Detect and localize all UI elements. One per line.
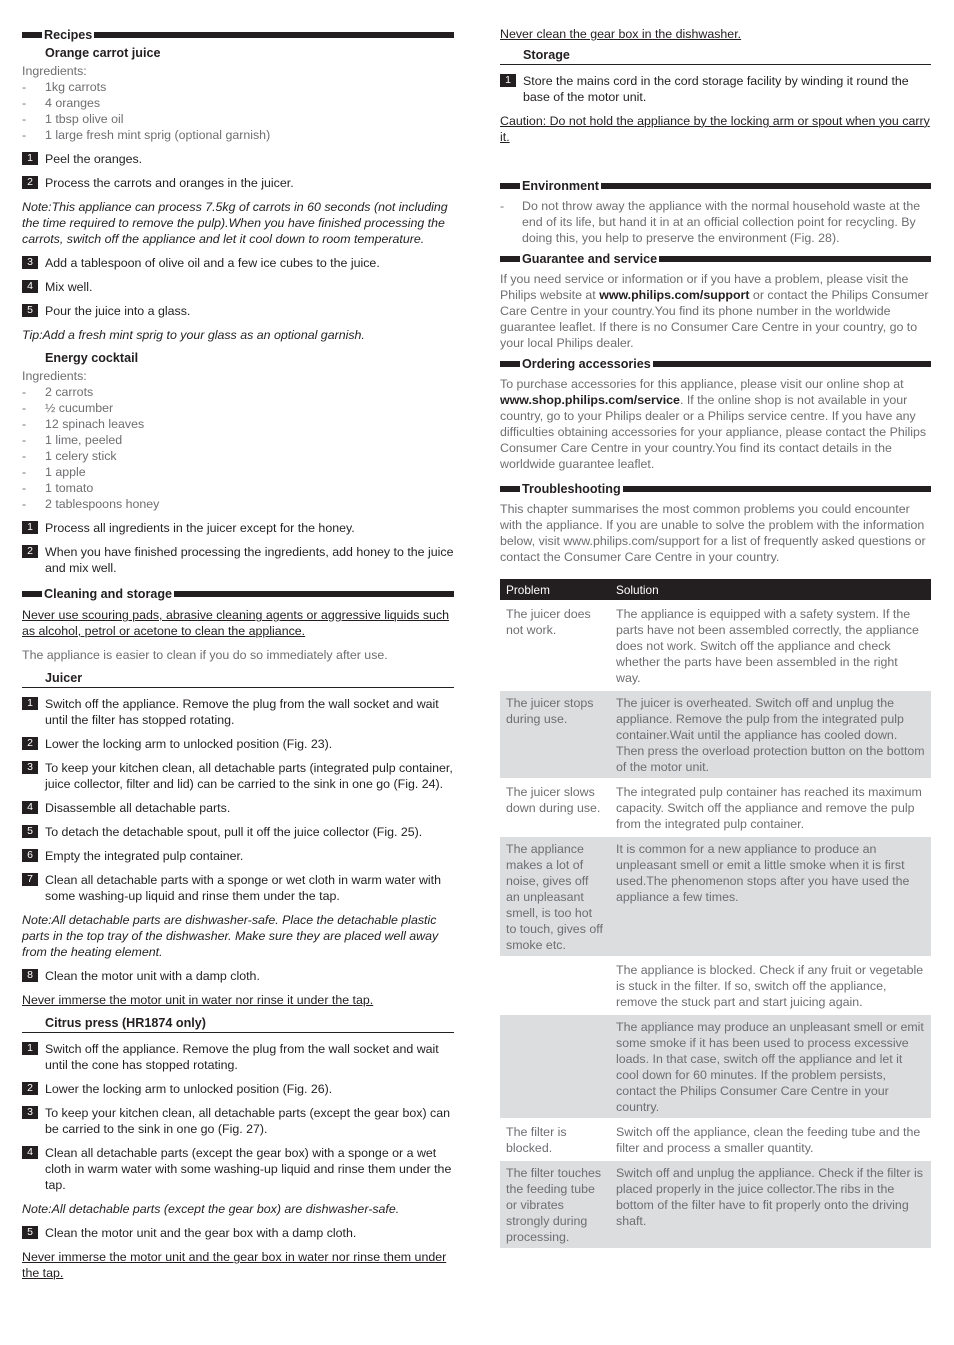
right-column <box>500 26 931 1248</box>
note: Note:All detachable parts (except the gear box) are dishwasher-safe. <box>22 1202 400 1216</box>
step-list <box>22 968 454 984</box>
ingredient-item: - 2 carrots <box>22 385 94 399</box>
step-item <box>500 73 931 105</box>
step-item <box>22 303 454 319</box>
step-number: 2 <box>22 545 38 558</box>
solution-cell: It is common for a new appliance to produce an unpleasant smell or emit a little smoke when it is first used.The phenomenon stops after you have used the appliance a few times. <box>610 836 931 957</box>
step-text: Switch off the appliance. Remove the plug from the wall socket and wait until the cone has stopped rotating. <box>45 1042 439 1072</box>
problem-cell: The filter touches the feeding tube or vibrates strongly during processing. <box>500 1160 610 1248</box>
section-guarantee <box>500 250 931 268</box>
step-text: Disassemble all detachable parts. <box>45 801 231 815</box>
ingredient-item: - 1 large fresh mint sprig (optional garnish) <box>22 128 271 142</box>
solution-cell: The integrated pulp container has reached its maximum capacity. Switch off the appliance and remove the pulp from the integrated pulp container. <box>610 779 931 836</box>
ingredient-text: 12 spinach leaves <box>45 417 145 431</box>
subsection-title: Citrus press (HR1874 only) <box>22 1014 454 1033</box>
step-list <box>22 696 454 904</box>
section-title: Guarantee and service <box>522 252 658 266</box>
section-title: Recipes <box>44 28 93 42</box>
solution-cell: The appliance is blocked. Check if any fruit or vegetable is stuck in the filter. If so, switch off the appliance, remove the stuck part and start juicing again. <box>610 957 931 1014</box>
subsection-title: Juicer <box>22 669 454 688</box>
step-number: 2 <box>22 176 38 189</box>
warning <box>500 26 931 42</box>
bullet-text: Do not throw away the appliance with the normal household waste at the end of its life, but hand it in at an official collection point for recycling. By doing this, you help to preserve the environment (Fig. 28). <box>522 199 921 245</box>
problem-cell: The appliance makes a lot of noise, gives off an unpleasant smell, is too hot to touch, gives off smoke etc. <box>500 836 610 957</box>
step-number: 3 <box>22 256 38 269</box>
support-link[interactable]: www.philips.com/support <box>599 288 750 302</box>
step-text: Peel the oranges. <box>45 152 143 166</box>
step-item <box>22 760 454 792</box>
warning <box>22 992 454 1008</box>
step-text: Pour the juice into a glass. <box>45 304 191 318</box>
step-number: 8 <box>22 969 38 982</box>
ingredient-text: 1 lime, peeled <box>45 433 123 447</box>
problem-cell <box>500 1014 610 1119</box>
step-number: 1 <box>22 697 38 710</box>
warning-text: Never immerse the motor unit in water nor rinse it under the tap. <box>22 993 374 1007</box>
ingredient-text: 1 tomato <box>45 481 94 495</box>
step-number: 4 <box>22 1146 38 1159</box>
step-text: To keep your kitchen clean, all detachable parts (integrated pulp container, juice collector, filter and lid) can be carried to the sink in one go (Fig. 24). <box>45 761 453 791</box>
ingredients-label: Ingredients: <box>22 64 87 78</box>
step-text: Clean all detachable parts with a sponge or wet cloth in warm water with some washing-up liquid and rinse them under the tap. <box>45 873 442 903</box>
ingredient-item: - 1 tbsp olive oil <box>22 112 124 126</box>
section-recipes <box>22 26 454 44</box>
step-item <box>22 175 454 191</box>
step-text: Switch off the appliance. Remove the plug from the wall socket and wait until the filter has stopped rotating. <box>45 697 439 727</box>
recipe-title: Energy cocktail <box>45 351 139 365</box>
warning-text: Never clean the gear box in the dishwasher. <box>500 27 742 41</box>
problem-cell: The juicer stops during use. <box>500 690 610 779</box>
ingredient-list <box>22 384 454 512</box>
subsection-title: Storage <box>500 46 931 65</box>
table-row <box>500 601 931 690</box>
warning <box>22 1249 454 1281</box>
step-text: Add a tablespoon of olive oil and a few ice cubes to the juice. <box>45 256 380 270</box>
text-span: or contact the Philips Consumer Care Centre in your country.You find its phone number in the worldwide guarantee leaflet. If there is no Consumer Care Centre in your country, go to your local Philips dealer. <box>500 288 929 350</box>
section-title: Environment <box>522 179 599 193</box>
problem-cell <box>500 957 610 1014</box>
table-row <box>500 957 931 1014</box>
step-item <box>22 151 454 167</box>
step-number: 3 <box>22 761 38 774</box>
ordering-text <box>500 376 931 472</box>
ingredient-item: - 2 tablespoons honey <box>22 497 160 511</box>
solution-cell: Switch off the appliance, clean the feeding tube and the filter and process a smaller quantity. <box>610 1119 931 1160</box>
step-text: Process the carrots and oranges in the juicer. <box>45 176 294 190</box>
step-number: 1 <box>22 1042 38 1055</box>
ingredient-item: - ½ cucumber <box>22 401 114 415</box>
table-row <box>500 1014 931 1119</box>
warning <box>22 607 454 639</box>
section-troubleshooting <box>500 480 931 498</box>
step-number: 5 <box>22 825 38 838</box>
warning-text: Never use scouring pads, abrasive cleaning agents or aggressive liquids such as alcohol, petrol or acetone to clean the appliance. <box>22 608 450 638</box>
step-item <box>22 1081 454 1097</box>
text-span: . If the online shop is not available in your country, go to your Philips dealer or a Philips service centre. If you have any difficulties obtaining accessories for your appliance, please contact the Philips Consumer Care Centre in your country.You find its contact details in the worldwide guarantee leaflet. <box>500 393 927 471</box>
ingredient-item: - 1 celery stick <box>22 449 117 463</box>
step-item <box>22 872 454 904</box>
step-item <box>22 1225 454 1241</box>
table-row <box>500 1160 931 1248</box>
step-item <box>22 1105 454 1137</box>
step-number: 1 <box>22 521 38 534</box>
note: Note:This appliance can process 7.5kg of carrots in 60 seconds (not including the time required to remove the pulp).When you have finished processing the carrots, switch off the appliance and let it cool down to room temperature. <box>22 200 448 246</box>
step-list <box>22 151 454 191</box>
ingredient-text: ½ cucumber <box>45 401 114 415</box>
table-row <box>500 836 931 957</box>
step-number: 2 <box>22 1082 38 1095</box>
ingredient-text: 1 large fresh mint sprig (optional garnish) <box>45 128 271 142</box>
ingredient-text: 2 carrots <box>45 385 94 399</box>
step-list <box>22 1225 454 1241</box>
step-item <box>22 1041 454 1073</box>
step-list <box>22 1041 454 1193</box>
note: Note:All detachable parts are dishwasher-safe. Place the detachable plastic parts in the top tray of the dishwasher. Make sure they are placed well away from the heating element. <box>22 913 439 959</box>
table-header-row <box>500 579 931 601</box>
ingredient-text: 1kg carrots <box>45 80 107 94</box>
step-item <box>22 848 454 864</box>
caution-text: Caution: Do not hold the appliance by the locking arm or spout when you carry it. <box>500 114 930 144</box>
left-column <box>22 26 454 1281</box>
problem-cell: The filter is blocked. <box>500 1119 610 1160</box>
table-row <box>500 1119 931 1160</box>
step-number: 2 <box>22 737 38 750</box>
step-text: Lower the locking arm to unlocked position (Fig. 26). <box>45 1082 333 1096</box>
text-span: To purchase accessories for this appliance, please visit our online shop at <box>500 377 904 391</box>
solution-cell: Switch off and unplug the appliance. Check if the filter is placed properly in the juice collector.The ribs in the bottom of the filter have to fit properly onto the driving shaft. <box>610 1160 931 1248</box>
step-number: 5 <box>22 304 38 317</box>
header-problem: Problem <box>500 579 610 601</box>
step-number: 6 <box>22 849 38 862</box>
step-number: 1 <box>22 152 38 165</box>
shop-link[interactable]: www.shop.philips.com/service <box>500 393 680 407</box>
ingredient-item: - 1 apple <box>22 465 86 479</box>
ingredient-item: - 1 tomato <box>22 481 94 495</box>
troubleshooting-intro: This chapter summarises the most common problems you could encounter with the appliance. If you are unable to solve the problem with the information below, visit www.philips.com/support for a list of frequently asked questions or contact the Consumer Care Centre in your country. <box>500 502 926 564</box>
ingredient-text: 1 celery stick <box>45 449 117 463</box>
step-item <box>22 279 454 295</box>
step-text: To detach the detachable spout, pull it off the juice collector (Fig. 25). <box>45 825 423 839</box>
ingredient-item: - 1kg carrots <box>22 80 107 94</box>
ingredient-text: 2 tablespoons honey <box>45 497 160 511</box>
solution-cell: The appliance is equipped with a safety system. If the parts have not been assembled correctly, the appliance does not work. Switch off the appliance and check whether the parts have been assembled in the right way. <box>610 601 931 690</box>
table-body <box>500 601 931 1248</box>
ingredient-item: - 1 lime, peeled <box>22 433 123 447</box>
step-number: 7 <box>22 873 38 886</box>
section-environment <box>500 177 931 195</box>
step-item <box>22 520 454 536</box>
ingredient-text: 4 oranges <box>45 96 101 110</box>
step-text: Store the mains cord in the cord storage facility by winding it round the base of the motor unit. <box>523 74 909 104</box>
section-ordering <box>500 355 931 373</box>
step-text: Lower the locking arm to unlocked position (Fig. 23). <box>45 737 333 751</box>
ingredient-text: 1 apple <box>45 465 86 479</box>
section-cleaning <box>22 585 454 603</box>
step-number: 4 <box>22 801 38 814</box>
header-solution: Solution <box>610 579 931 601</box>
caution <box>500 113 931 145</box>
step-item <box>22 736 454 752</box>
step-text: Clean all detachable parts (except the gear box) with a sponge or a wet cloth in warm water with some washing-up liquid and rinse them under the tap. <box>45 1146 452 1192</box>
recipe-title: Orange carrot juice <box>45 46 161 60</box>
solution-cell: The juicer is overheated. Switch off and unplug the appliance. Remove the pulp from the integrated pulp container.Wait until the appliance has cooled down. Then press the overload protection button on the bottom of the motor unit. <box>610 690 931 779</box>
problem-cell: The juicer slows down during use. <box>500 779 610 836</box>
step-text: To keep your kitchen clean, all detachable parts (except the gear box) can be carried to the sink in one go (Fig. 27). <box>45 1106 450 1136</box>
step-number: 1 <box>500 74 516 87</box>
step-list <box>22 520 454 576</box>
step-text: Empty the integrated pulp container. <box>45 849 244 863</box>
step-item <box>22 544 454 576</box>
section-title: Ordering accessories <box>522 357 651 371</box>
tip: Tip:Add a fresh mint sprig to your glass as an optional garnish. <box>22 328 365 342</box>
step-text: Clean the motor unit with a damp cloth. <box>45 969 260 983</box>
table-row <box>500 779 931 836</box>
ingredient-item: - 4 oranges <box>22 96 101 110</box>
ingredient-text: 1 tbsp olive oil <box>45 112 124 126</box>
step-text: When you have finished processing the ingredients, add honey to the juice and mix well. <box>45 545 454 575</box>
problem-cell: The juicer does not work. <box>500 601 610 690</box>
ingredient-list <box>22 79 454 143</box>
step-text: Process all ingredients in the juicer except for the honey. <box>45 521 355 535</box>
step-item <box>22 1145 454 1193</box>
step-number: 5 <box>22 1226 38 1239</box>
solution-cell: The appliance may produce an unpleasant smell or emit some smoke if it has been used to process excessive loads. In that case, switch off the appliance and let it cool down for 60 minutes. If the problem persists, contact the Philips Consumer Care Centre in your country. <box>610 1014 931 1119</box>
step-number: 4 <box>22 280 38 293</box>
table-row <box>500 690 931 779</box>
section-title: Troubleshooting <box>522 482 621 496</box>
ingredient-item: - 12 spinach leaves <box>22 417 145 431</box>
step-item <box>22 255 454 271</box>
step-list <box>500 73 931 105</box>
step-text: Clean the motor unit and the gear box with a damp cloth. <box>45 1226 357 1240</box>
ingredients-label: Ingredients: <box>22 369 87 383</box>
guarantee-text <box>500 271 931 351</box>
warning-text: Never immerse the motor unit and the gear box in water nor rinse them under the tap. <box>22 1250 447 1280</box>
section-title: Cleaning and storage <box>44 587 173 601</box>
intro-text: The appliance is easier to clean if you do so immediately after use. <box>22 648 388 662</box>
step-item <box>22 824 454 840</box>
step-item <box>22 696 454 728</box>
step-number: 3 <box>22 1106 38 1119</box>
step-item <box>22 968 454 984</box>
step-item <box>22 800 454 816</box>
bullet-item: - Do not throw away the appliance with the normal household waste at the end of its life, but hand it in at an official collection point for recycling. By doing this, you help to preserve the environment (Fig. 28). <box>500 198 931 246</box>
text-span: If you need service or information or if you have a problem, please visit the Philips website at <box>500 272 909 302</box>
troubleshooting-table <box>500 579 931 1248</box>
step-list <box>22 255 454 319</box>
step-text: Mix well. <box>45 280 93 294</box>
